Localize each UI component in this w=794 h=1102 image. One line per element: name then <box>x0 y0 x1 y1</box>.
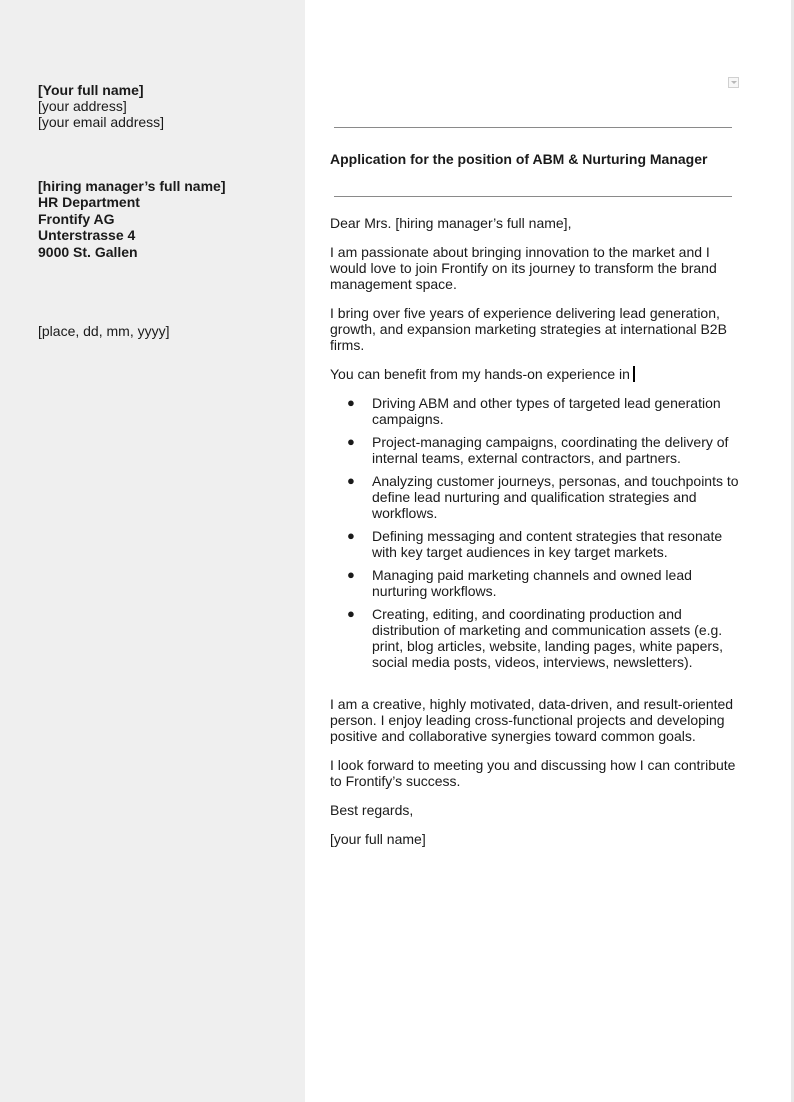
recipient-company[interactable]: Frontify AG <box>38 210 115 227</box>
list-item-text: Driving ABM and other types of targeted lead generation campaigns. <box>372 395 721 427</box>
subject-rule-top <box>334 127 732 128</box>
signoff: Best regards, <box>330 802 414 818</box>
chevron-down-icon[interactable] <box>728 77 739 88</box>
experience-list <box>330 395 742 670</box>
list-item-text: Defining messaging and content strategies that resonate with key target audiences in key target markets. <box>372 528 723 560</box>
bullet-icon: ● <box>347 473 355 488</box>
list-item <box>330 606 742 670</box>
list-item-text: Creating, editing, and coordinating production and distribution of marketing and communication assets (e.g. print, blog articles, website, landing pages, white papers, social media posts, videos, interviews, newsletters). <box>372 606 723 670</box>
letter-subject[interactable]: Application for the position of ABM & Nurturing Manager <box>330 151 708 167</box>
recipient-street[interactable]: Unterstrasse 4 <box>38 227 136 244</box>
sender-email[interactable]: [your email address] <box>38 114 165 130</box>
sender-address[interactable]: [your address] <box>38 98 127 114</box>
list-item <box>330 473 742 521</box>
list-item <box>330 434 742 466</box>
body-paragraph-3 <box>330 366 742 382</box>
list-item-text: Managing paid marketing channels and owned lead nurturing workflows. <box>372 567 692 599</box>
body-paragraph-2: I bring over five years of experience delivering lead generation, growth, and expansion marketing strategies at international B2B firms. <box>330 305 727 353</box>
list-item <box>330 528 742 560</box>
bullet-icon: ● <box>347 567 355 582</box>
subject-rule-bottom <box>334 196 732 197</box>
closing-paragraph-1: I am a creative, highly motivated, data-driven, and result-oriented person. I enjoy leading cross-functional projects and developing positive and collaborative synergies toward common goals. <box>330 696 734 744</box>
recipient-city[interactable]: 9000 St. Gallen <box>38 243 138 260</box>
bullet-icon: ● <box>347 528 355 543</box>
list-item <box>330 395 742 427</box>
recipient-department[interactable]: HR Department <box>38 194 140 211</box>
bullet-icon: ● <box>347 606 355 621</box>
list-item-text: Project-managing campaigns, coordinating the delivery of internal teams, external contractors, and partners. <box>372 434 729 466</box>
bullet-icon: ● <box>347 434 355 449</box>
letter-date[interactable]: [place, dd, mm, yyyy] <box>38 323 170 339</box>
recipient-block <box>38 178 225 260</box>
bullet-icon: ● <box>347 395 355 410</box>
list-item-text: Analyzing customer journeys, personas, and touchpoints to define lead nurturing and qualification strategies and workflows. <box>372 473 739 521</box>
signature: [your full name] <box>330 831 426 847</box>
sender-block <box>38 82 164 130</box>
body-paragraph-1: I am passionate about bringing innovation to the market and I would love to join Frontify on its journey to transform the brand management space. <box>330 244 717 292</box>
sidebar-panel <box>0 0 305 1102</box>
letter-body[interactable] <box>330 215 742 860</box>
body-paragraph-3-text: You can benefit from my hands-on experience in <box>330 366 630 382</box>
text-cursor <box>633 366 635 382</box>
sender-name[interactable]: [Your full name] <box>38 82 144 98</box>
salutation: Dear Mrs. [hiring manager’s full name], <box>330 215 572 231</box>
recipient-name[interactable]: [hiring manager’s full name] <box>38 178 226 194</box>
closing-paragraph-2: I look forward to meeting you and discussing how I can contribute to Frontify’s success. <box>330 757 736 789</box>
list-item <box>330 567 742 599</box>
